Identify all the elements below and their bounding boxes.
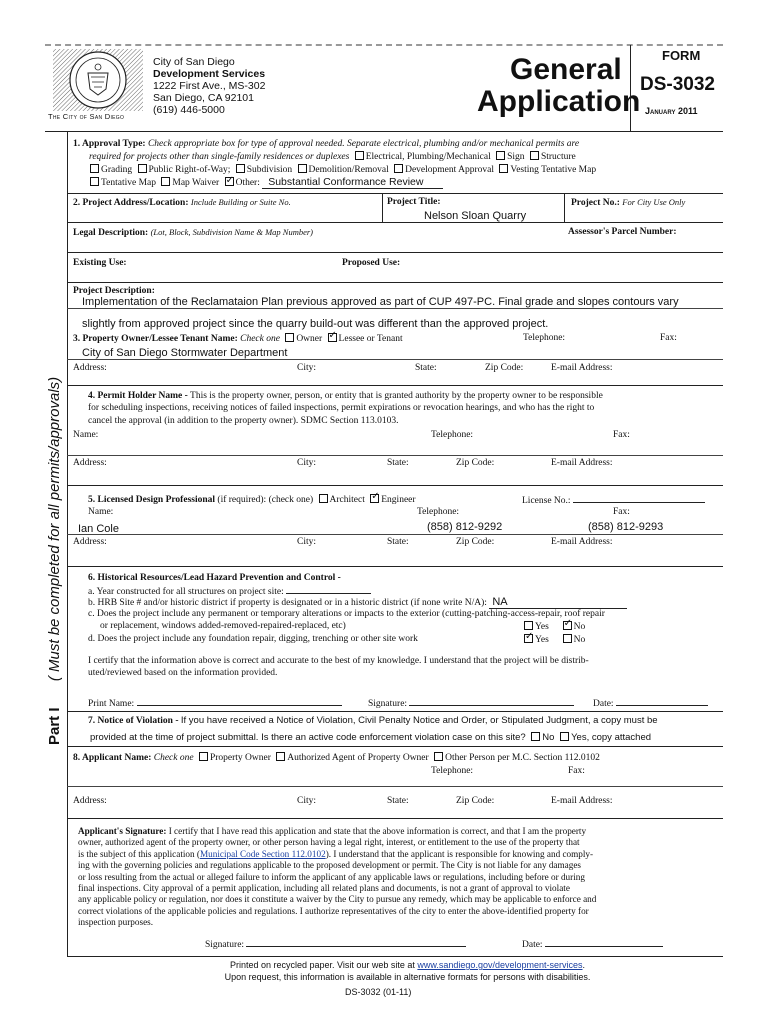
footer-form-code: DS-3032 (01-11): [345, 987, 412, 997]
s7-text2: provided at the time of project submittal. Is there an active code enforcement violation case on this site?: [90, 732, 526, 743]
label-engineer: Engineer: [381, 495, 416, 505]
checkbox-lessee[interactable]: [328, 333, 337, 342]
s3-label: 3. Property Owner/Lessee Tenant Name:: [73, 334, 238, 344]
department-block: [153, 56, 265, 116]
label-violation-no: No: [542, 732, 555, 743]
s2-label: 2. Project Address/Location:: [73, 198, 189, 208]
footer-website-link[interactable]: www.sandiego.gov/development-services: [417, 960, 583, 970]
app-sig-l1: I certify that I have read this application and state that the above information is correct, and that I am the property: [168, 826, 587, 836]
s3-zip-label: Zip Code:: [485, 363, 524, 373]
checkbox-engineer[interactable]: [370, 494, 379, 503]
checkbox-c-yes[interactable]: [524, 621, 533, 630]
app-date-field[interactable]: [545, 938, 663, 947]
s4-address-label: Address:: [73, 458, 107, 468]
checkbox-violation-yes[interactable]: [560, 732, 569, 741]
checkbox-sign[interactable]: [496, 151, 505, 160]
checkbox-d-no[interactable]: [563, 634, 572, 643]
s8-email-label: E-mail Address:: [551, 796, 613, 806]
s4-name-label: Name:: [73, 430, 99, 440]
s1-instruction: Check appropriate box for type of approval needed. Separate electrical, plumbing and/or mechanical permits are: [147, 139, 580, 149]
project-no-label: Project No.:: [571, 198, 620, 208]
license-label: License No.:: [522, 496, 571, 506]
s7-label: 7. Notice of Violation -: [88, 716, 179, 726]
s7-text1: If you have received a Notice of Violation, Civil Penalty Notice and Order, or Stipulated Judgment, a copy must be: [180, 715, 658, 726]
app-sig-l7: any applicable policy or regulation, nor does it constitute a waiver by the City to pursue any remedy, which may be applicable to enforce and: [78, 894, 597, 905]
s1-instruction-2: required for projects other than single-family residences or duplexes: [89, 152, 350, 162]
part-side-label: [46, 377, 63, 745]
existing-use-label: Existing Use:: [73, 258, 127, 268]
label-applicant-other: Other Person per M.C. Section 112.0102: [445, 753, 600, 763]
legal-desc-label: Legal Description:: [73, 228, 149, 238]
app-sig-l3b: ). I understand that the applicant is responsible for knowing and comply-: [325, 848, 594, 859]
checkbox-electrical[interactable]: [355, 151, 364, 160]
s4-city-label: City:: [297, 458, 317, 468]
part-label: Part I: [46, 707, 63, 745]
label-structure: Structure: [540, 152, 576, 162]
seal-caption: The City of San Diego: [48, 112, 125, 121]
owner-name-value[interactable]: City of San Diego Stormwater Department: [82, 347, 288, 359]
apn-label: Assessor's Parcel Number:: [568, 227, 677, 237]
checkbox-tentative-map[interactable]: [90, 177, 99, 186]
s6-print-name-label: Print Name:: [88, 699, 135, 709]
label-public-row: Public Right-of-Way;: [148, 165, 231, 175]
checkbox-structure[interactable]: [530, 151, 539, 160]
s8-zip-label: Zip Code:: [456, 796, 495, 806]
s2-instruction: Include Building or Suite No.: [190, 197, 291, 207]
checkbox-c-no[interactable]: [563, 621, 572, 630]
s8-city-label: City:: [297, 796, 317, 806]
s5-label: 5. Licensed Design Professional: [88, 495, 216, 505]
city-seal-logo: [49, 47, 147, 113]
app-sig-l5: or loss resulting from the actual or alleged failure to inform the applicant of any applicable laws or regulations, including before or during: [78, 871, 585, 882]
s5-fax-label: Fax:: [613, 507, 630, 517]
project-desc-line2[interactable]: slightly from approved project since the quarry build-out was different than the approved project.: [82, 318, 549, 330]
form-number: DS-3032: [640, 74, 715, 95]
section-approval-type: [73, 138, 579, 151]
s6-d: d. Does the project include any foundation repair, digging, trenching or other site work: [88, 634, 418, 644]
checkbox-architect[interactable]: [319, 494, 328, 503]
license-field[interactable]: [573, 494, 705, 503]
checkbox-applicant-owner[interactable]: [199, 752, 208, 761]
s8-address-label: Address:: [73, 796, 107, 806]
checkbox-applicant-agent[interactable]: [276, 752, 285, 761]
project-title-label: Project Title:: [387, 197, 441, 207]
label-d-no: No: [573, 635, 586, 645]
designer-name-value[interactable]: Ian Cole: [78, 523, 119, 535]
label-demolition: Demolition/Removal: [308, 165, 389, 175]
form-title-general: General: [510, 53, 622, 86]
s4-text3: cancel the approval (in addition to the property owner). SDMC Section 113.0103.: [88, 416, 399, 426]
s5-city-label: City:: [297, 537, 317, 547]
s5-required: (if required): (check one): [217, 495, 314, 505]
s4-text1: This is the property owner, person, or entity that is granted authority by the property owner to be responsible: [190, 391, 603, 401]
s6-label: 6. Historical Resources/Lead Hazard Prevention and Control -: [88, 573, 341, 583]
s6-date-field[interactable]: [616, 697, 708, 706]
s8-state-label: State:: [387, 796, 409, 806]
s6-b: b. HRB Site # and/or historic district if property is designated or in a historic district (if none write N/A):: [88, 598, 487, 608]
checkbox-violation-no[interactable]: [531, 732, 540, 741]
checkbox-demolition[interactable]: [298, 164, 307, 173]
checkbox-applicant-other[interactable]: [434, 752, 443, 761]
s1-label: 1. Approval Type:: [73, 139, 146, 149]
checkbox-grading[interactable]: [90, 164, 99, 173]
app-signature-label: Signature:: [205, 940, 245, 950]
footer-line1a: Printed on recycled paper. Visit our web site at: [229, 960, 418, 970]
label-tentative-map: Tentative Map: [101, 178, 156, 188]
s6-date-label: Date:: [593, 699, 614, 709]
s6-cert2: uted/reviewed based on the information provided.: [88, 668, 278, 678]
dept-address2: San Diego, CA 92101: [153, 92, 254, 104]
app-sig-l6: final inspections. City approval of a permit application, including all related plans and documents, is not a grant of approval to violate: [78, 883, 570, 894]
checkbox-map-waiver[interactable]: [161, 177, 170, 186]
label-electrical: Electrical, Plumbing/Mechanical: [365, 152, 491, 162]
dept-name: Development Services: [153, 68, 266, 80]
label-other: Other:: [235, 178, 260, 188]
label-lessee: Lessee or Tenant: [338, 334, 403, 344]
s4-fax-label: Fax:: [613, 430, 630, 440]
s4-telephone-label: Telephone:: [431, 430, 474, 440]
checkbox-owner[interactable]: [285, 333, 294, 342]
label-grading: Grading: [101, 165, 133, 175]
s5-zip-label: Zip Code:: [456, 537, 495, 547]
label-subdivision: Subdivision: [246, 165, 293, 175]
s4-state-label: State:: [387, 458, 409, 468]
checkbox-public-row[interactable]: [138, 164, 147, 173]
legal-desc-instruction: (Lot, Block, Subdivision Name & Map Number): [150, 227, 314, 237]
other-value-field[interactable]: Substantial Conformance Review: [262, 177, 443, 189]
label-applicant-owner: Property Owner: [209, 753, 271, 763]
project-desc-line1[interactable]: Implementation of the Reclamataion Plan previous approved as part of CUP 497-PC. Final grade and slopes contours vary: [82, 296, 679, 308]
label-development-approval: Development Approval: [405, 165, 495, 175]
s5-telephone-label: Telephone:: [417, 507, 460, 517]
s4-email-label: E-mail Address:: [551, 458, 613, 468]
app-signature-field[interactable]: [246, 938, 466, 947]
s6-c1: c. Does the project include any permanent or temporary alterations or impacts to the exterior (cutting-patching-access-repair, roof repair: [88, 609, 605, 619]
dept-city: City of San Diego: [153, 56, 235, 68]
proposed-use-label: Proposed Use:: [342, 258, 401, 268]
s5-name-label: Name:: [88, 507, 114, 517]
s6-a: a. Year constructed for all structures on project site:: [88, 587, 284, 597]
label-owner: Owner: [296, 334, 323, 344]
label-violation-yes: Yes, copy attached: [571, 732, 652, 743]
app-sig-l8: correct violations of the applicable policies and regulations. I authorize representatives of the city to enter the above-identified property for: [78, 905, 589, 916]
s3-address-label: Address:: [73, 363, 107, 373]
hrb-site-value[interactable]: NA: [489, 597, 627, 609]
part-note: ( Must be completed for all permits/approvals): [46, 376, 63, 682]
label-d-yes: Yes: [535, 635, 549, 645]
project-no-instruction: For City Use Only: [622, 197, 686, 207]
s6-cert1: I certify that the information above is correct and accurate to the best of my knowledge. I understand that the project will be distrib-: [88, 656, 589, 666]
app-sig-l3a: is the subject of this application (: [78, 848, 200, 859]
year-constructed-field[interactable]: [286, 585, 371, 594]
s3-telephone-label: Telephone:: [523, 333, 566, 343]
s3-instruction: Check one: [240, 334, 280, 344]
checkbox-development-approval[interactable]: [394, 164, 403, 173]
s3-email-label: E-mail Address:: [551, 363, 613, 373]
s8-instruction: Check one: [153, 753, 194, 763]
app-sig-l9: inspection purposes.: [78, 917, 154, 928]
s3-city-label: City:: [297, 363, 317, 373]
s6-signature-field[interactable]: [409, 697, 574, 706]
applicant-certification: [78, 826, 723, 929]
checkbox-subdivision[interactable]: [236, 164, 245, 173]
app-sig-label: Applicant's Signature:: [78, 826, 167, 836]
form-title-application: Application: [477, 85, 641, 118]
label-c-yes: Yes: [535, 622, 549, 632]
footer-line2: Upon request, this information is available in alternative formats for persons with disabilities.: [224, 971, 591, 982]
s4-label: 4. Permit Holder Name -: [88, 391, 188, 401]
municipal-code-link[interactable]: Municipal Code Section 112.0102: [199, 848, 326, 859]
dept-address1: 1222 First Ave., MS-302: [153, 80, 266, 92]
designer-fax-value[interactable]: (858) 812-9293: [588, 521, 664, 533]
s5-email-label: E-mail Address:: [551, 537, 613, 547]
checkbox-vesting-map[interactable]: [499, 164, 508, 173]
project-desc-label: Project Description:: [73, 286, 155, 296]
checkbox-d-yes[interactable]: [524, 634, 533, 643]
dept-phone: (619) 446-5000: [153, 104, 225, 116]
label-c-no: No: [573, 622, 586, 632]
s8-telephone-label: Telephone:: [431, 766, 474, 776]
label-map-waiver: Map Waiver: [172, 178, 220, 188]
form-label: FORM: [662, 48, 701, 63]
s6-signature-label: Signature:: [368, 699, 408, 709]
s4-text2: for scheduling inspections, receiving notices of failed inspections, permit expirations or revocation hearings, and who has the right to: [88, 403, 595, 413]
form-date: January 2011: [645, 106, 698, 116]
s3-state-label: State:: [415, 363, 437, 373]
app-date-label: Date:: [522, 940, 543, 950]
designer-phone-value[interactable]: (858) 812-9292: [427, 521, 503, 533]
label-architect: Architect: [329, 495, 365, 505]
s5-state-label: State:: [387, 537, 409, 547]
footer-line1b: .: [582, 960, 586, 970]
project-title-value[interactable]: Nelson Sloan Quarry: [424, 210, 527, 222]
s6-print-name-field[interactable]: [137, 697, 342, 706]
checkbox-other[interactable]: [225, 177, 234, 186]
s6-c2: or replacement, windows added-removed-repaired-replaced, etc): [100, 621, 346, 631]
label-vesting-map: Vesting Tentative Map: [510, 165, 597, 175]
s4-zip-label: Zip Code:: [456, 458, 495, 468]
s8-label: 8. Applicant Name:: [73, 753, 152, 763]
s5-address-label: Address:: [73, 537, 107, 547]
s3-fax-label: Fax:: [660, 333, 677, 343]
app-sig-l4: ing with the governing policies and regulations applicable to the proposed development or permit. The City is not liable for any damages: [78, 860, 581, 871]
label-sign: Sign: [507, 152, 525, 162]
app-sig-l2: owner, authorized agent of the property owner, or other person having a legal right, interest, or entitlement to the use of the property that: [78, 837, 580, 848]
label-applicant-agent: Authorized Agent of Property Owner: [287, 753, 429, 763]
s8-fax-label: Fax:: [568, 766, 585, 776]
